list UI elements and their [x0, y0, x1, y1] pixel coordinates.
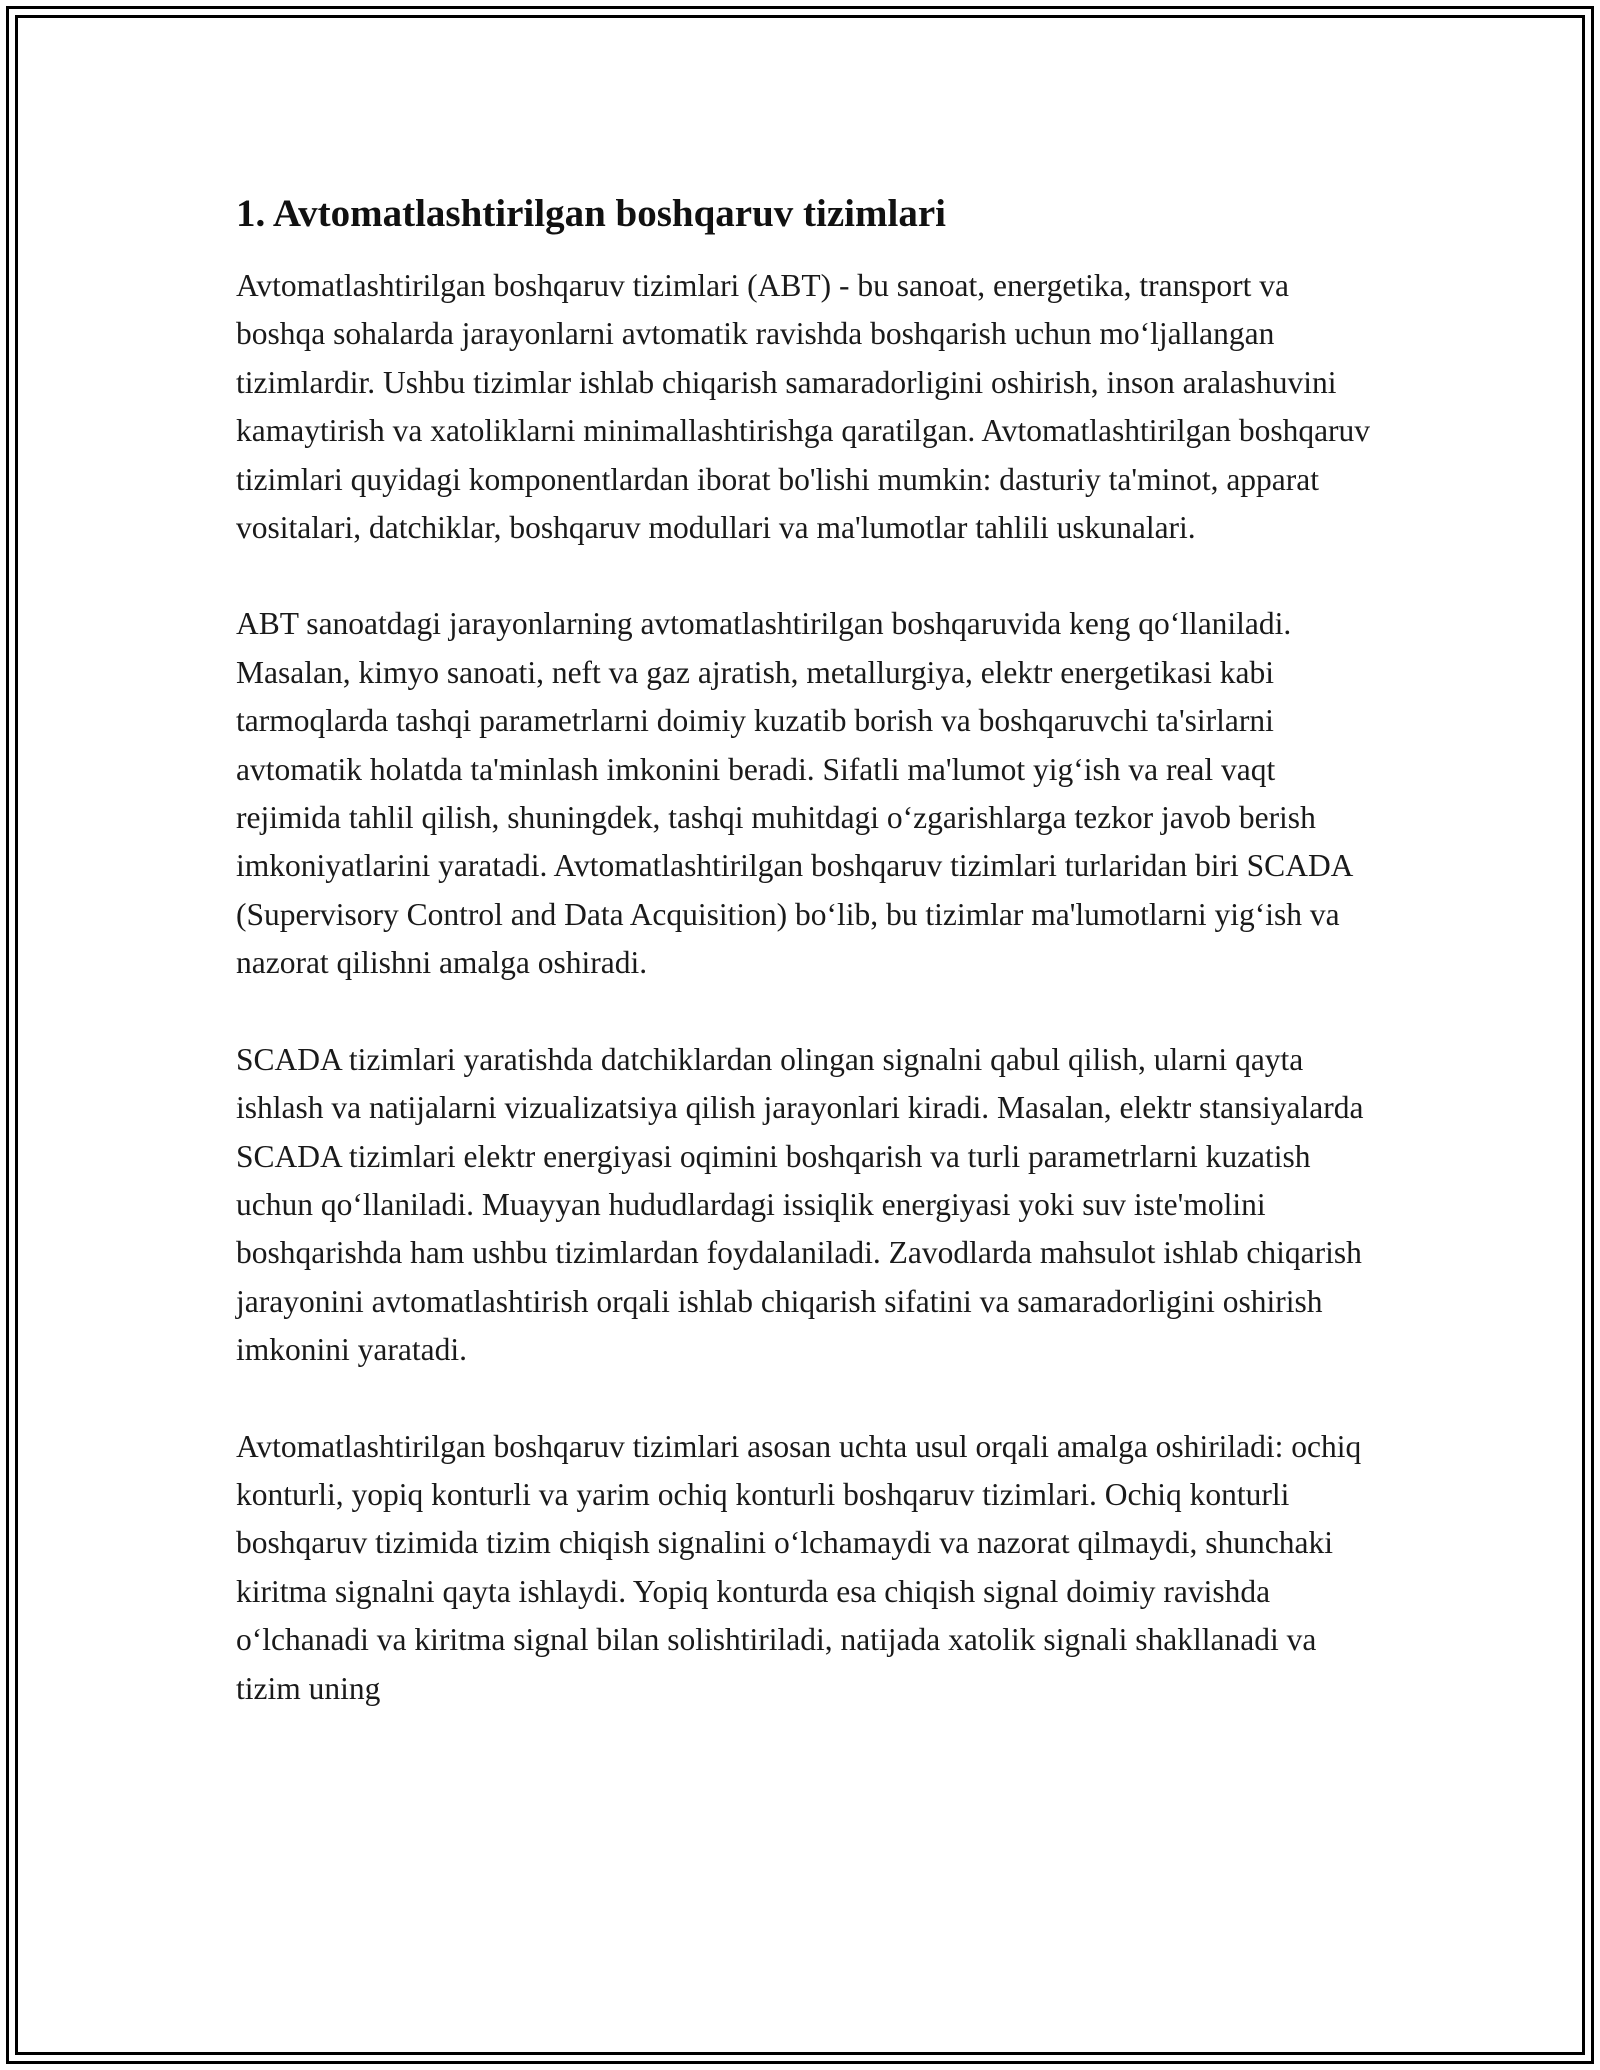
paragraph-3: SCADA tizimlari yaratishda datchiklardan olingan signalni qabul qilish, ularni qayta ishlash va natijalarni vizualizatsiya qilish jarayonlari kiradi. Masalan, elektr stansiyalarda SCADA tizimlari elektr energiyasi oqimini boshqarish va turli parametrlarni kuzatish uchun qoʻllaniladi. Muayyan hududlardagi issiqlik energiyasi yoki suv iste'molini boshqarishda ham ushbu tizimlardan foydalaniladi. Zavodlarda mahsulot ishlab chiqarish jarayonini avtomatlashtirish orqali ishlab chiqarish sifatini va samaradorligini oshirish imkonini yaratadi.	[236, 1041, 1364, 1368]
section-heading: 1. Avtomatlashtirilgan boshqaruv tizimlari	[236, 192, 946, 235]
paragraph-4: Avtomatlashtirilgan boshqaruv tizimlari asosan uchta usul orqali amalga oshiriladi: ochiq konturli, yopiq konturli va yarim ochiq konturli boshqaruv tizimlari. Ochiq konturli boshqaruv tizimida tizim chiqish signalini oʻlchamaydi va nazorat qilmaydi, shunchaki kiritma signalni qayta ishlaydi. Yopiq konturda esa chiqish signal doimiy ravishda oʻlchanadi va kiritma signal bilan solishtiriladi, natijada xatolik signali shakllanadi va tizim uning	[236, 1428, 1362, 1706]
paragraph-1: Avtomatlashtirilgan boshqaruv tizimlari (ABT) - bu sanoat, energetika, transport va boshqa sohalarda jarayonlarni avtomatik ravishda boshqarish uchun moʻljallangan tizimlardir. Ushbu tizimlar ishlab chiqarish samaradorligini oshirish, inson aralashuvini kamaytirish va xatoliklarni minimallashtirishga qaratilgan. Avtomatlashtirilgan boshqaruv tizimlari quyidagi komponentlardan iborat bo'lishi mumkin: dasturiy ta'minot, apparat vositalari, datchiklar, boshqaruv modullari va ma'lumotlar tahlili uskunalari.	[236, 268, 1371, 546]
paragraph-2: ABT sanoatdagi jarayonlarning avtomatlashtirilgan boshqaruvida keng qoʻllaniladi. Masalan, kimyo sanoati, neft va gaz ajratish, metallurgiya, elektr energetikasi kabi tarmoqlarda tashqi parametrlarni doimiy kuzatib borish va boshqaruvchi ta'sirlarni avtomatik holatda ta'minlash imkonini beradi. Sifatli ma'lumot yigʻish va real vaqt rejimida tahlil qilish, shuningdek, tashqi muhitdagi oʻzgarishlarga tezkor javob berish imkoniyatlarini yaratadi. Avtomatlashtirilgan boshqaruv tizimlari turlaridan biri SCADA (Supervisory Control and Data Acquisition) boʻlib, bu tizimlar ma'lumotlarni yigʻish va nazorat qilishni amalga oshiradi.	[236, 606, 1352, 981]
document-body	[236, 186, 1376, 1761]
